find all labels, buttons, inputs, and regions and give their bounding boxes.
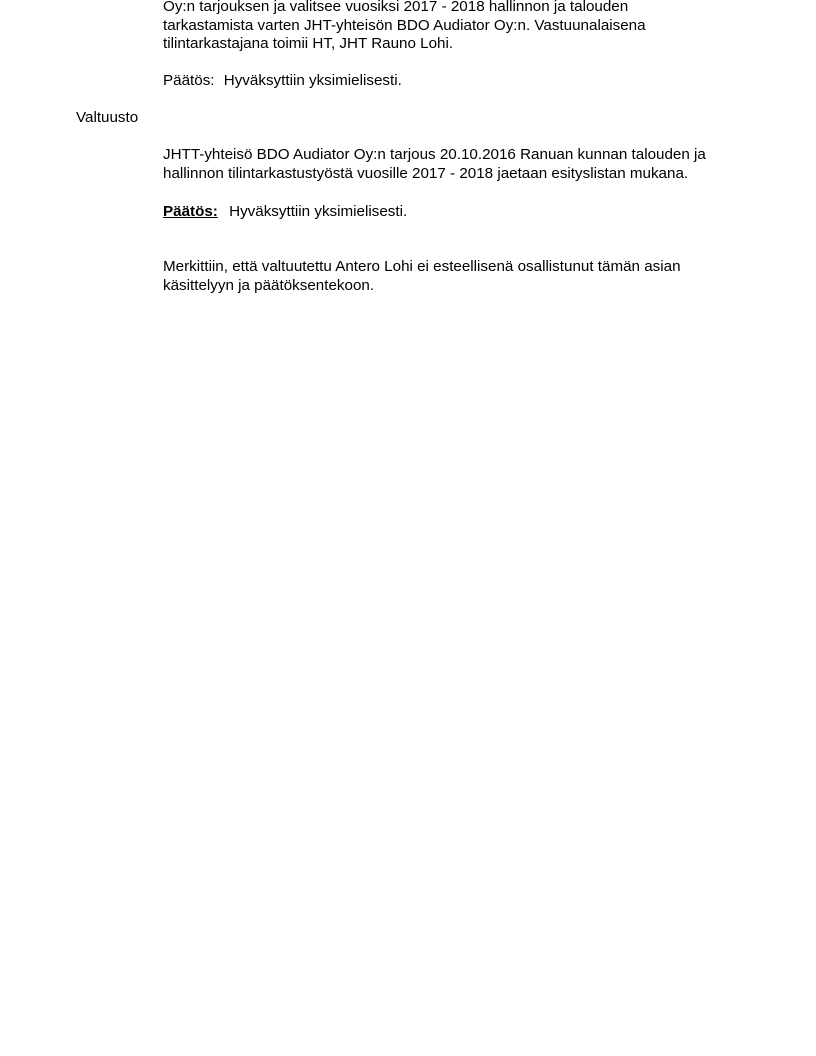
- paragraph-line: hallinnon tilintarkastustyöstä vuosille 2017 - 2018 jaetaan esityslistan mukana.: [163, 164, 689, 182]
- section-label-valtuusto: Valtuusto: [76, 109, 139, 126]
- decision-text: Hyväksyttiin yksimielisesti.: [223, 72, 402, 89]
- note-line: Merkittiin, että valtuutettu Antero Lohi ei esteellisenä osallistunut tämän asian: [163, 258, 681, 275]
- paragraph-line: JHTT-yhteisö BDO Audiator Oy:n tarjous 20.10.2016 Ranuan kunnan talouden ja: [163, 146, 706, 163]
- decision-label: Päätös:: [163, 72, 215, 89]
- council-paragraph: [163, 146, 763, 183]
- decision-text: Hyväksyttiin yksimielisesti.: [229, 203, 408, 220]
- council-note: [163, 258, 763, 295]
- decision-label: Päätös:: [163, 203, 218, 220]
- previous-decision: [163, 72, 763, 91]
- paragraph-line: tarkastamista varten JHT-yhteisön BDO Audiator Oy:n. Vastuunalaisena: [163, 16, 646, 34]
- council-decision: [163, 203, 763, 222]
- paragraph-line: tilintarkastajana toimii HT, JHT Rauno Lohi.: [163, 35, 454, 52]
- note-line: käsittelyyn ja päätöksentekoon.: [163, 276, 375, 294]
- previous-paragraph: [163, 0, 763, 54]
- paragraph-line: Oy:n tarjouksen ja valitsee vuosiksi 2017 - 2018 hallinnon ja talouden: [163, 0, 629, 15]
